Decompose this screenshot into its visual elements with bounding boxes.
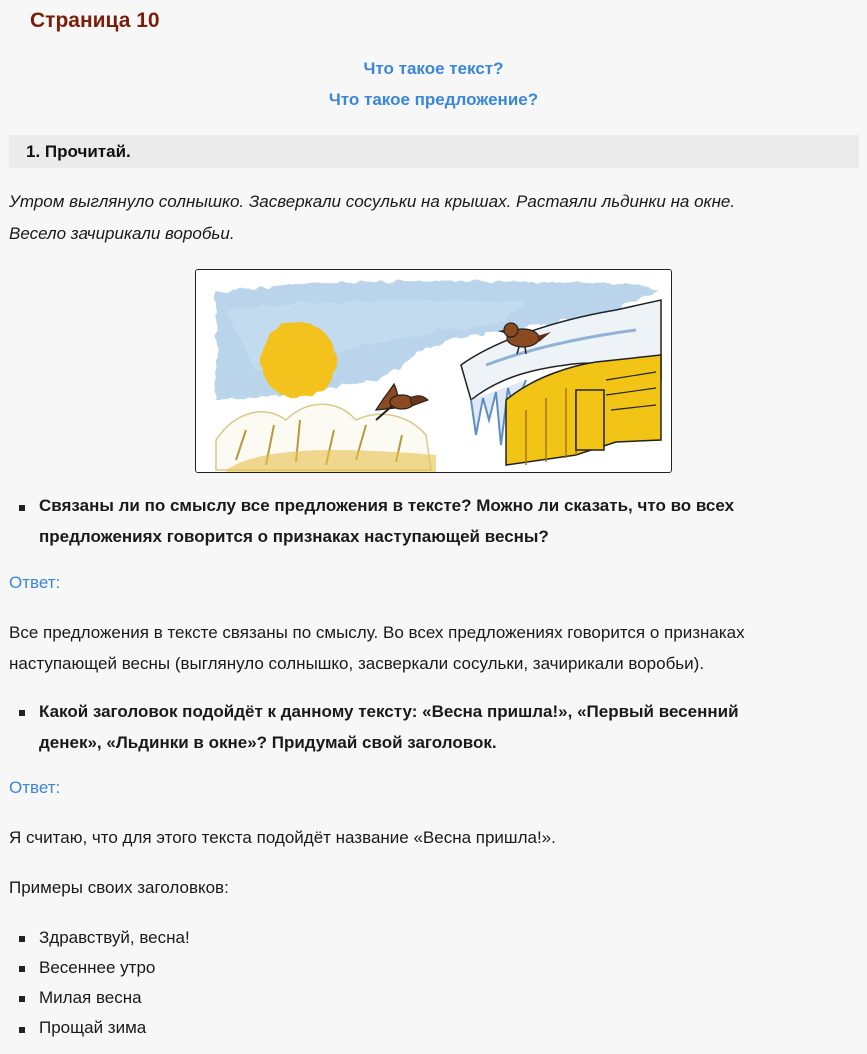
reading-text-line-2: Весело зачирикали воробьи.: [9, 224, 235, 243]
sun-icon: [260, 322, 336, 398]
question-1-line-1: Связаны ли по смыслу все предложения в тексте? Можно ли сказать, что во всех: [39, 496, 735, 515]
bullet-marker: [19, 710, 25, 716]
question-2-line-2: денек», «Льдинки в окне»? Придумай свой заголовок.: [39, 733, 497, 752]
window: [576, 390, 604, 450]
subtitle-text: Что такое текст?: [363, 59, 504, 78]
page-title: Страница 10: [30, 9, 160, 32]
bullet-marker: [19, 505, 25, 511]
answer-1-label: Ответ:: [9, 573, 61, 592]
task-heading-bar: [9, 135, 859, 168]
subtitle-sentence: Что такое предложение?: [328, 90, 539, 109]
list-item: Здравствуй, весна!: [39, 928, 190, 947]
answer-2-line-2: Примеры своих заголовков:: [9, 878, 229, 897]
list-item: Весеннее утро: [39, 958, 156, 977]
bullet-marker: [19, 936, 25, 942]
bullet-marker: [19, 966, 25, 972]
reading-text-line-1: Утром выглянуло солнышко. Засверкали сосульки на крышах. Растаяли льдинки на окне.: [9, 192, 736, 211]
question-1-line-2: предложениях говорится о признаках наступающей весны?: [39, 527, 549, 546]
spring-illustration: [195, 269, 672, 473]
question-2-line-1: Какой заголовок подойдёт к данному тексту: «Весна пришла!», «Первый весенний: [39, 702, 739, 721]
answer-2-line-1: Я считаю, что для этого текста подойдёт название «Весна пришла!».: [9, 828, 556, 847]
list-item: Милая весна: [39, 988, 142, 1007]
list-item: Прощай зима: [39, 1018, 147, 1037]
answer-1-line-1: Все предложения в тексте связаны по смыслу. Во всех предложениях говорится о признаках: [9, 623, 745, 642]
answer-1-line-2: наступающей весны (выглянуло солнышко, засверкали сосульки, зачирикали воробьи).: [9, 654, 705, 673]
bullet-marker: [19, 1027, 25, 1033]
task-heading: 1. Прочитай.: [26, 142, 131, 161]
answer-2-label: Ответ:: [9, 778, 61, 797]
spring-illustration-svg: [196, 270, 671, 472]
bullet-marker: [19, 996, 25, 1002]
